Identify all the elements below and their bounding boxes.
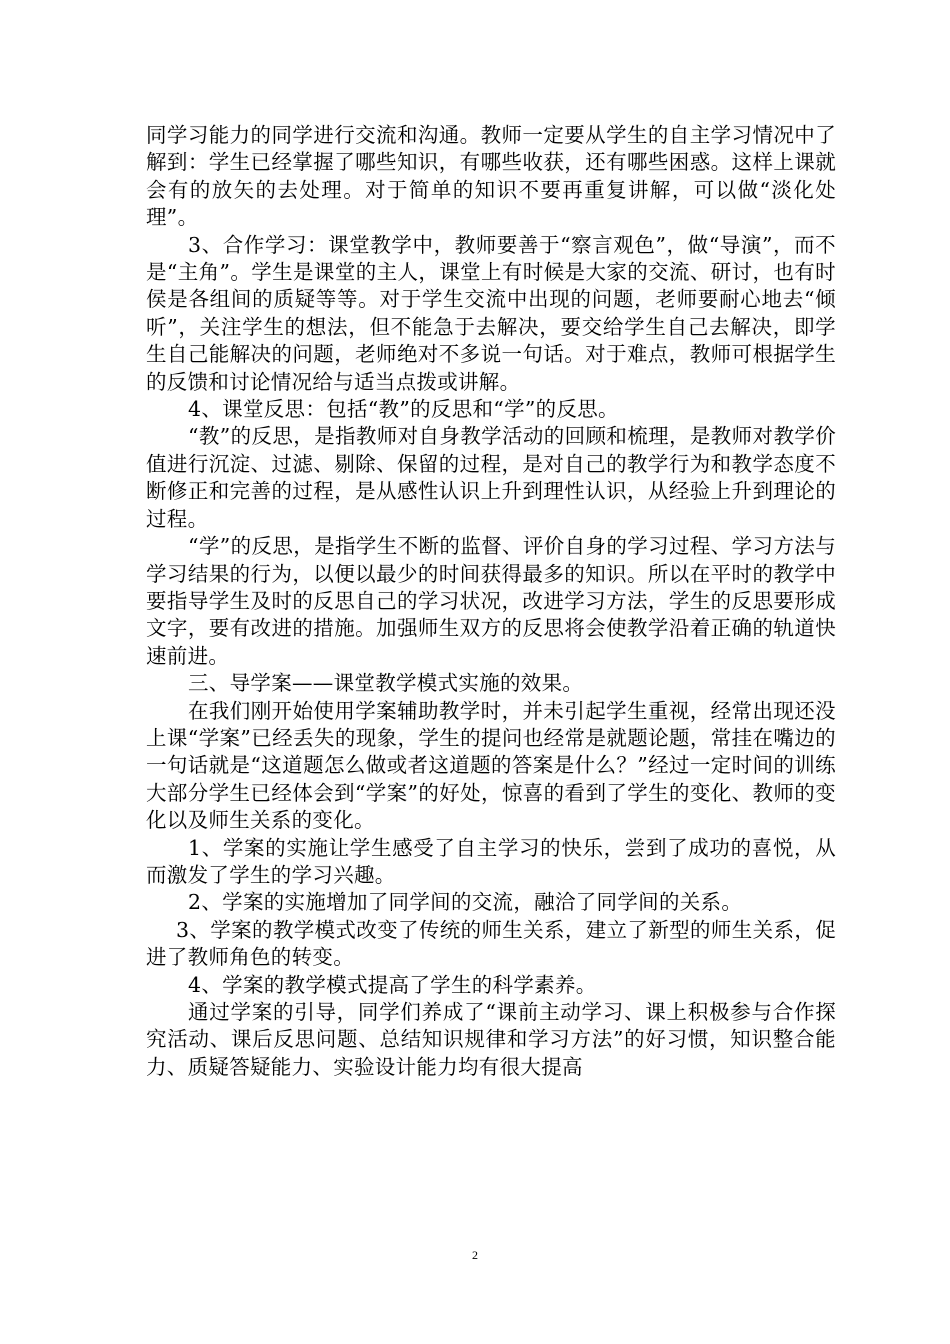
list-item-effect-3: 3、学案的教学模式改变了传统的师生关系，建立了新型的师生关系，促进了教师角色的转变。 — [146, 917, 836, 970]
list-item-effect-1: 1、学案的实施让学生感受了自主学习的快乐，尝到了成功的喜悦，从而激发了学生的学习兴趣。 — [146, 835, 836, 887]
paragraph-early-usage: 在我们刚开始使用学案辅助教学时，并未引起学生重视，经常出现还没上课“学案”已经丢失的现象，学生的提问也经常是就题论题，常挂在嘴边的一句话就是“这道题怎么做或者这道题的答案是什么？”经过一定时间的训练大部分学生已经体会到“学案”的好处，惊喜的看到了学生的变化、教师的变化以及师生关系的变化。 — [146, 698, 836, 833]
paragraph-intro-continued: 同学习能力的同学进行交流和沟通。教师一定要从学生的自主学习情况中了解到：学生已经掌握了哪些知识，有哪些收获，还有哪些困惑。这样上课就会有的放矢的去处理。对于简单的知识不要再重复讲解，可以做“淡化处理”。 — [146, 123, 836, 230]
paragraph-cooperative-learning: 3、合作学习：课堂教学中，教师要善于“察言观色”，做“导演”，而不是“主角”。学生是课堂的主人，课堂上有时候是大家的交流、研讨，也有时侯是各组间的质疑等等。对于学生交流中出现的问题，老师要耐心地去“倾听”，关注学生的想法，但不能急于去解决，要交给学生自己去解决，即学生自己能解决的问题，老师绝对不多说一句话。对于难点，教师可根据学生的反馈和讨论情况给与适当点拨或讲解。 — [146, 232, 836, 394]
list-item-effect-4: 4、学案的教学模式提高了学生的科学素养。 — [188, 972, 597, 997]
paragraph-learning-reflection: “学”的反思，是指学生不断的监督、评价自身的学习过程、学习方法与学习结果的行为，以便以最少的时间获得最多的知识。所以在平时的教学中要指导学生及时的反思自己的学习状况，改进学习方法，学生的反思要形成文字，要有改进的措施。加强师生双方的反思将会使教学沿着正确的轨道快速前进。 — [146, 534, 836, 668]
paragraph-classroom-reflection: 4、课堂反思：包括“教”的反思和“学”的反思。 — [188, 397, 619, 422]
document-body — [146, 122, 836, 1081]
paragraph-conclusion: 通过学案的引导，同学们养成了“课前主动学习、课上积极参与合作探究活动、课后反思问题、总结知识规律和学习方法”的好习惯，知识整合能力、质疑答疑能力、实验设计能力均有很大提高 — [146, 1000, 836, 1079]
page-number: 2 — [472, 1248, 478, 1262]
list-item-effect-2: 2、学案的实施增加了同学间的交流，融洽了同学间的关系。 — [188, 890, 743, 915]
section-heading-effects: 三、导学案——课堂教学模式实施的效果。 — [188, 671, 584, 696]
paragraph-teaching-reflection: “教”的反思，是指教师对自身教学活动的回顾和梳理，是教师对教学价值进行沉淀、过滤、剔除、保留的过程，是对自己的教学行为和教学态度不断修正和完善的过程，是从感性认识上升到理性认识，从经验上升到理论的过程。 — [146, 424, 836, 531]
